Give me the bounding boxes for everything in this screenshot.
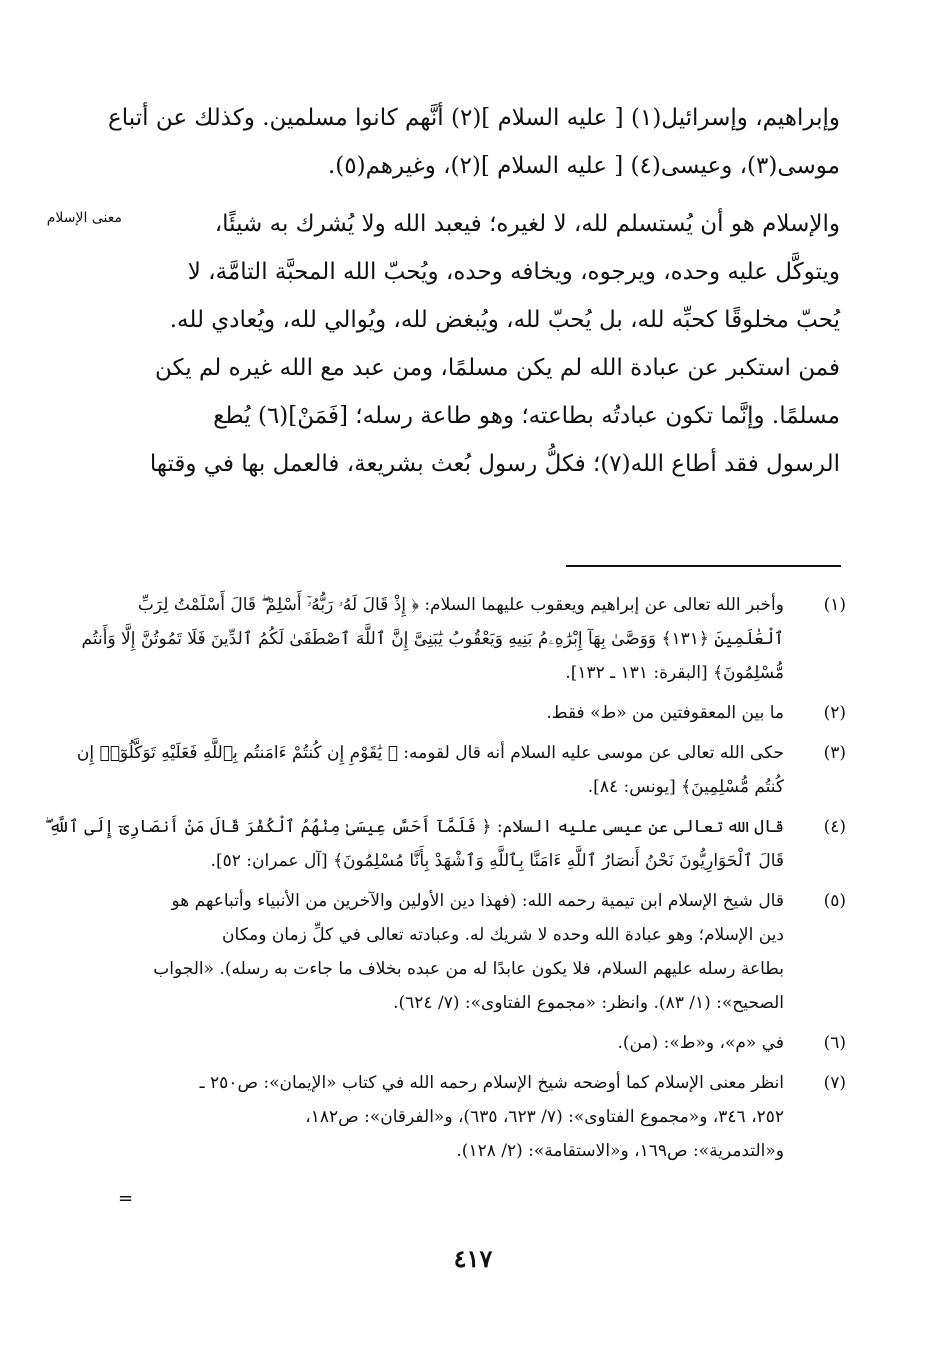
main-line: ويتوكَّل عليه وحده، ويرجوه، ويخافه وحده، ويُحبّ الله المحبَّة التامَّة، لا [187,259,840,285]
margin-note: معنى الإسلام [46,210,122,226]
footnote-line: كُنتُم مُّسْلِمِينَ﴾ [يونس: ٨٤]. [587,777,784,797]
footnote-line: ٱلْعَٰلَمِينَ ﴿١٣١﴾ وَوَصَّىٰ بِهَآ إِبْرَٰهِۦمُ بَنِيهِ وَيَعْقُوبُ يَٰبَنِىَّ إِنَّ ٱللَّهَ ٱصْطَفَىٰ لَكُمُ ٱلدِّينَ فَلَا تَمُوتُنَّ إِلَّا وَأَنتُم [81,629,784,649]
main-line: الرسول فقد أطاع الله(٧)؛ فكلُّ رسول بُعث بشريعة، فالعمل بها في وقتها [149,451,840,477]
main-line: فمن استكبر عن عبادة الله لم يكن مسلمًا، ومن عبد مع الله غيره لم يكن [155,355,840,381]
footnote-number: (١) [823,595,846,615]
footnote-line: وأخبر الله تعالى عن إبراهيم ويعقوب عليهما السلام: ﴿ إِذْ قَالَ لَهُۥ رَبُّهُۥٓ أَسْلِمْ ۖ قَالَ أَسْلَمْتُ لِرَبِّ [137,595,784,615]
footnote-line: ما بين المعقوفتين من «ط» فقط. [546,703,784,723]
footnotes [44,588,846,1174]
footnote-line: حكى الله تعالى عن موسى عليه السلام أنه قال لقومه: ﴿ يَٰقَوْمِ إِن كُنتُمْ ءَامَنتُم بِٱللَّهِ فَعَلَيْهِ تَوَكَّلُوٓا۟ إِن [76,743,784,763]
main-line: يُحبّ مخلوقًا كحبِّه لله، بل يُحبّ لله، ويُبغض لله، ويُوالي لله، ويُعادي لله. [169,307,840,333]
continuation-mark: = [118,1188,134,1209]
footnote [128,696,846,730]
footnote-line: انظر معنى الإسلام كما أوضحه شيخ الإسلام رحمه الله في كتاب «الإيمان»: ص٢٥٠ ـ [199,1073,784,1093]
main-line: وإبراهيم، وإسرائيل(١) [ عليه السلام ](٢) أنَّهم كانوا مسلمين. وكذلك عن أتباع [108,105,840,131]
footnote-line: مُّسْلِمُونَ﴾ [البقرة: ١٣١ ـ ١٣٢]. [565,663,784,683]
footnote [128,884,846,1020]
footnote-number: (٦) [823,1033,846,1053]
footnote-number: (٥) [823,891,846,911]
footnote-line: قَالَ ٱلْحَوَارِيُّونَ نَحْنُ أَنصَارُ ٱللَّهِ ءَامَنَّا بِٱللَّهِ وَٱشْهَدْ بِأَنَّا مُسْلِمُونَ﴾ [آل عمران: ٥٢]. [210,851,784,871]
footnote-line: دين الإسلام؛ وهو عبادة الله وحده لا شريك له. وعبادته تعالى في كلِّ زمان ومكان [222,925,784,945]
footnote-separator [566,565,841,567]
footnote [81,588,846,690]
footnote-line: قال شيخ الإسلام ابن تيمية رحمه الله: (فهذا دين الأولين والآخرين من الأنبياء وأتباعهم هو [171,891,784,911]
footnote-line: ٢٥٢، ٣٤٦، و«مجموع الفتاوى»: (٧/ ٦٢٣، ٦٣٥)، و«الفرقان»: ص١٨٢، [305,1107,784,1127]
footnote [44,810,846,878]
footnote-number: (٣) [823,743,846,763]
footnote-line: الصحيح»: (١/ ٨٣). وانظر: «مجموع الفتاوى»: (٧/ ٦٢٤). [393,993,784,1013]
footnote-number: (٤) [823,817,846,837]
main-text [108,94,840,488]
main-line: والإسلام هو أن يُستسلم لله، لا لغيره؛ فيعبد الله ولا يُشرك به شيئًا، [214,211,840,237]
footnote-line: بطاعة رسله عليهم السلام، فلا يكون عابدًا له من عبده بخلاف ما جاءت به رسله). «الجواب [153,959,784,979]
footnote [128,1066,846,1168]
main-line: موسى(٣)، وعيسى(٤) [ عليه السلام ](٢)، وغيرهم(٥). [327,153,840,179]
main-line: مسلمًا. وإنَّما تكون عبادتُه بطاعته؛ وهو طاعة رسله؛ [فَمَنْ](٦) يُطع [213,403,840,429]
page-number: ٤١٧ [453,1244,493,1273]
footnote [128,1026,846,1060]
footnote-line: و«التدمرية»: ص١٦٩، و«الاستقامة»: (٢/ ١٢٨). [456,1141,784,1161]
footnote [76,736,846,804]
footnote-number: (٢) [823,703,846,723]
footnote-line: قال الله تعالى عن عيسى عليه السلام: ﴿ فَلَمَّآ أَحَسَّ عِيسَىٰ مِنْهُمُ ٱلْكُفْرَ قَالَ مَنْ أَنصَارِىٓ إِلَى ٱللَّهِ ۖ [44,817,784,837]
footnote-number: (٧) [823,1073,846,1093]
footnote-line: في «م»، و«ط»: (من). [617,1033,784,1053]
